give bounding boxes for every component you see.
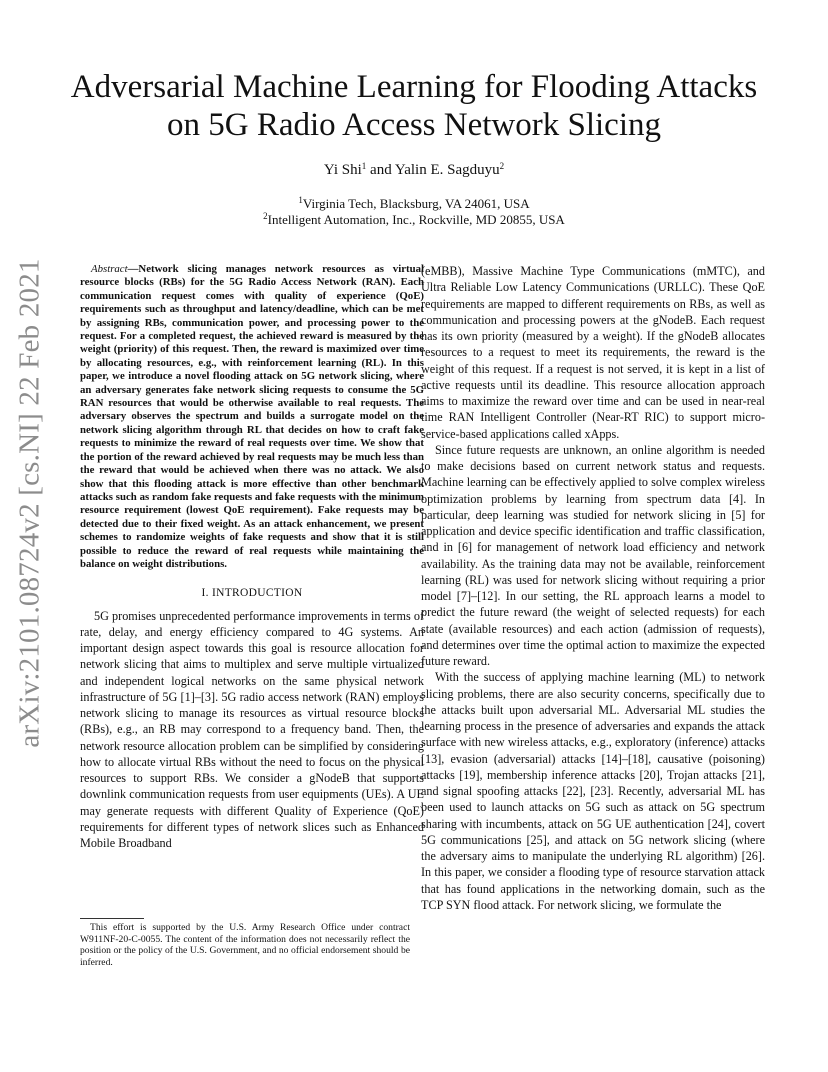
- paper-title: [40, 68, 788, 144]
- body-paragraph: (eMBB), Massive Machine Type Communications (mMTC), and Ultra Reliable Low Latency Communications (URLLC). These QoE requirements are mapped to different requirements on RBs, as well as communication and processing powers at the gNodeB. Each request has its own priority (measured by a weight). If the gNodeB allocates resources to a request to meet its requirements, the reward is the weight of this request. If a request is not served, it is kept in a list of active requests until its deadline. This resource allocation approach aims to maximize the reward over time and can be used in near-real time RAN Intelligent Controller (Near-RT RIC) to support micro-service-based applications called xApps.: [421, 264, 765, 441]
- affiliation-text: Intelligent Automation, Inc., Rockville, MD 20855, USA: [267, 212, 565, 227]
- title-line-2: on 5G Radio Access Network Slicing: [166, 107, 662, 143]
- affiliation-marker: 2: [499, 161, 505, 171]
- footnote-divider: [80, 918, 144, 919]
- affiliations: [40, 196, 788, 228]
- author-name: Yalin E. Sagduyu: [394, 162, 500, 178]
- affiliation: [40, 212, 788, 228]
- abstract-label: Abstract: [91, 263, 128, 275]
- right-column: [421, 263, 765, 913]
- affiliation-marker: 1: [298, 195, 303, 205]
- abstract-text: —Network slicing manages network resources as virtual resource blocks (RBs) for the 5G Radio Access Network (RAN). Each communication request comes with quality of experience (QoE) requirements such as throughput and latency/deadline, which can be met by assigning RBs, communication power, and processing power to the request. For a completed request, the achieved reward is measured by the weight (priority) of this request. Then, the reward is maximized over time by allocating resources, e.g., with reinforcement learning (RL). In this paper, we introduce a novel flooding attack on 5G network slicing, where an adversary generates fake network slicing requests to consume the 5G RAN resources that would be otherwise available to real requests. The adversary observes the spectrum and builds a surrogate model on the network slicing algorithm through RL that decides on how to craft fake requests to minimize the reward of real requests over time. We show that the portion of the reward achieved by real requests may be much less than the reward that would be achieved when there was no attack. We also show that this flooding attack is more effective than other benchmark attacks such as random fake requests and fake requests with the minimum resource requirement (lowest QoE requirement). Fake requests may be detected due to their fixed weight. As an attack enhancement, we present schemes to randomize weights of fake requests and show that it is still possible to reduce the reward of real requests while maintaining the balance on weight distributions.: [80, 263, 424, 570]
- title-line-1: Adversarial Machine Learning for Flooding Attacks: [70, 69, 758, 105]
- arxiv-identifier: arXiv:2101.08724v2 [cs.NI] 22 Feb 2021: [13, 258, 46, 748]
- author-name: Yi Shi: [323, 162, 362, 178]
- body-paragraph: With the success of applying machine learning (ML) to network slicing problems, there are also security concerns, specifically due to the attacks built upon adversarial ML. Adversarial ML studies the learning process in the presence of adversaries and expands the attack surface with new wireless attacks, e.g., exploratory (inference) attacks [13], evasion (adversarial) attacks [14]–[18], causative (poisoning) attacks [19], membership inference attacks [20], Trojan attacks [21], and signal spoofing attacks [22], [23]. Recently, adversarial ML has been used to launch attacks on 5G such as attack on 5G spectrum sharing with incumbents, attack on 5G UE authentication [24], covert 5G communications [25], and attack on 5G network slicing (where the adversary aims to manipulate the underlying RL algorithm) [26]. In this paper, we consider a flooding type of resource starvation attack that has found applications in the networking domain, such as the TCP SYN flood attack. For network slicing, we formulate the: [421, 670, 765, 912]
- section-heading-introduction: I. INTRODUCTION: [201, 587, 303, 600]
- affiliation-text: Virginia Tech, Blacksburg, VA 24061, USA: [302, 196, 530, 211]
- body-paragraph: Since future requests are unknown, an online algorithm is needed to make decisions based on current network status and requests. Machine learning can be effectively applied to solve complex wireless optimization problems by learning from spectrum data [4]. In particular, deep learning was studied for network slicing in [5] for application and device specific identification and traffic classification, and in [6] for management of network load efficiency and network availability. As the training data may not be available, reinforcement learning (RL) was used for network slicing without requiring a prior model [7]–[12]. In our setting, the RL approach learns a model to predict the future reward (the weight of selected requests) for each state (available resources) and each action (admission of requests), and determines over time the optimal action to maximize the expected future reward.: [421, 442, 765, 668]
- body-paragraph: 5G promises unprecedented performance improvements in terms of rate, delay, and energy efficiency compared to 4G systems. An important design aspect towards this goal is resource allocation for network slicing that aims to multiplex and serve multiple virtualized and independent logical networks on the same physical network infrastructure of 5G [1]–[3]. 5G radio access network (RAN) employs network slicing to manage its resources as virtual resource blocks (RBs), e.g., an RB may correspond to a frequency band. Then, the network resource allocation problem can be simplified by considering how to allocate virtual RBs without the need to focus on the physical resources to support RBs. We consider a gNodeB that supports downlink communication requests from user equipments (UEs). A UE may generate requests with different Quality of Experience (QoE) requirements for different types of network slices such as Enhanced Mobile Broadband: [80, 608, 424, 851]
- funding-footnote: This effort is supported by the U.S. Army Research Office under contract W911NF-20-C-0055. The content of the information does not necessarily reflect the position or the policy of the U.S. Government, and no official endorsement should be inferred.: [80, 922, 410, 968]
- affiliation-marker: 1: [361, 161, 367, 171]
- arxiv-identifier-sidebar: [10, 258, 50, 748]
- author-separator: and: [366, 162, 395, 178]
- abstract: [80, 263, 424, 571]
- author-list: [40, 162, 788, 179]
- affiliation-marker: 2: [263, 211, 268, 221]
- left-column: [80, 263, 424, 851]
- affiliation: [40, 196, 788, 212]
